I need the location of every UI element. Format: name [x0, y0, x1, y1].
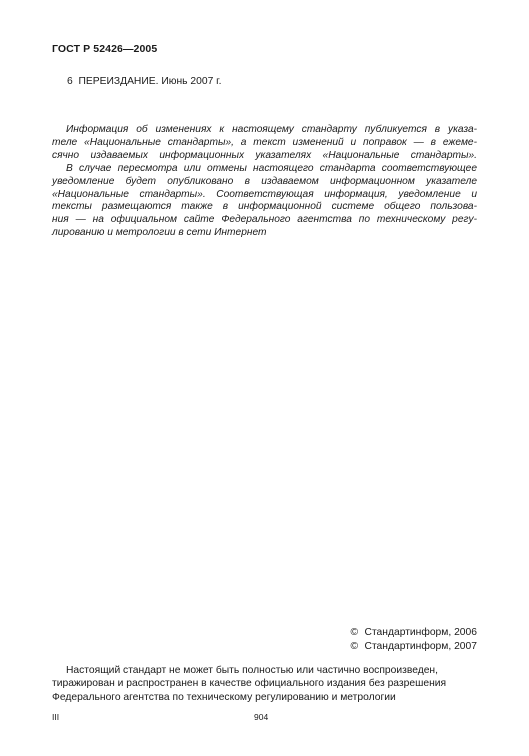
- reproduction-notice: [52, 664, 477, 704]
- copyright-line: [351, 626, 477, 640]
- reissue-number: 6: [67, 76, 73, 87]
- copyright-text: Стандартинформ, 2006: [364, 627, 477, 638]
- notice-line: В случае пересмотра или отмены настоящего стандарта соответствующее: [66, 162, 477, 174]
- amendments-notice: [52, 124, 477, 240]
- notice-line: «Национальные стандарты». Соответствующая информация, уведомление и: [52, 188, 477, 200]
- copyright-symbol: ©: [350, 627, 359, 638]
- notice-line: ния — на официальном сайте Федерального агентства по техническому регу-: [52, 214, 477, 226]
- reissue-text: ПЕРЕИЗДАНИЕ. Июнь 2007 г.: [78, 76, 222, 87]
- notice-line: тексты размещаются также в информационной системе общего пользова-: [52, 201, 477, 213]
- legal-line: Настоящий стандарт не может быть полностью или частично воспроизведен,: [66, 665, 438, 676]
- copyright-block: [351, 626, 477, 653]
- copyright-text: Стандартинформ, 2007: [364, 640, 477, 652]
- copyright-line: [351, 640, 477, 654]
- notice-line: лированию и метрологии в сети Интернет: [52, 227, 267, 239]
- page-number: 904: [254, 712, 269, 722]
- page-roman-numeral: III: [52, 712, 60, 722]
- notice-line: уведомление будет опубликовано в издаваемом информационном указателе: [52, 175, 477, 187]
- standard-header: ГОСТ Р 52426—2005: [52, 43, 158, 55]
- notice-line: Информация об изменениях к настоящему стандарту публикуется в указа-: [66, 124, 477, 135]
- notice-line: сячно издаваемых информационных указателях «Национальные стандарты».: [52, 149, 477, 161]
- reissue-note: [67, 76, 222, 87]
- legal-line: Федерального агентства по техническому регулированию и метрологии: [52, 691, 396, 703]
- legal-line: тиражирован и распространен в качестве официального издания без разрешения: [52, 678, 447, 690]
- notice-line: теле «Национальные стандарты», а текст изменений и поправок — в ежеме-: [52, 136, 477, 148]
- copyright-symbol: ©: [350, 640, 359, 652]
